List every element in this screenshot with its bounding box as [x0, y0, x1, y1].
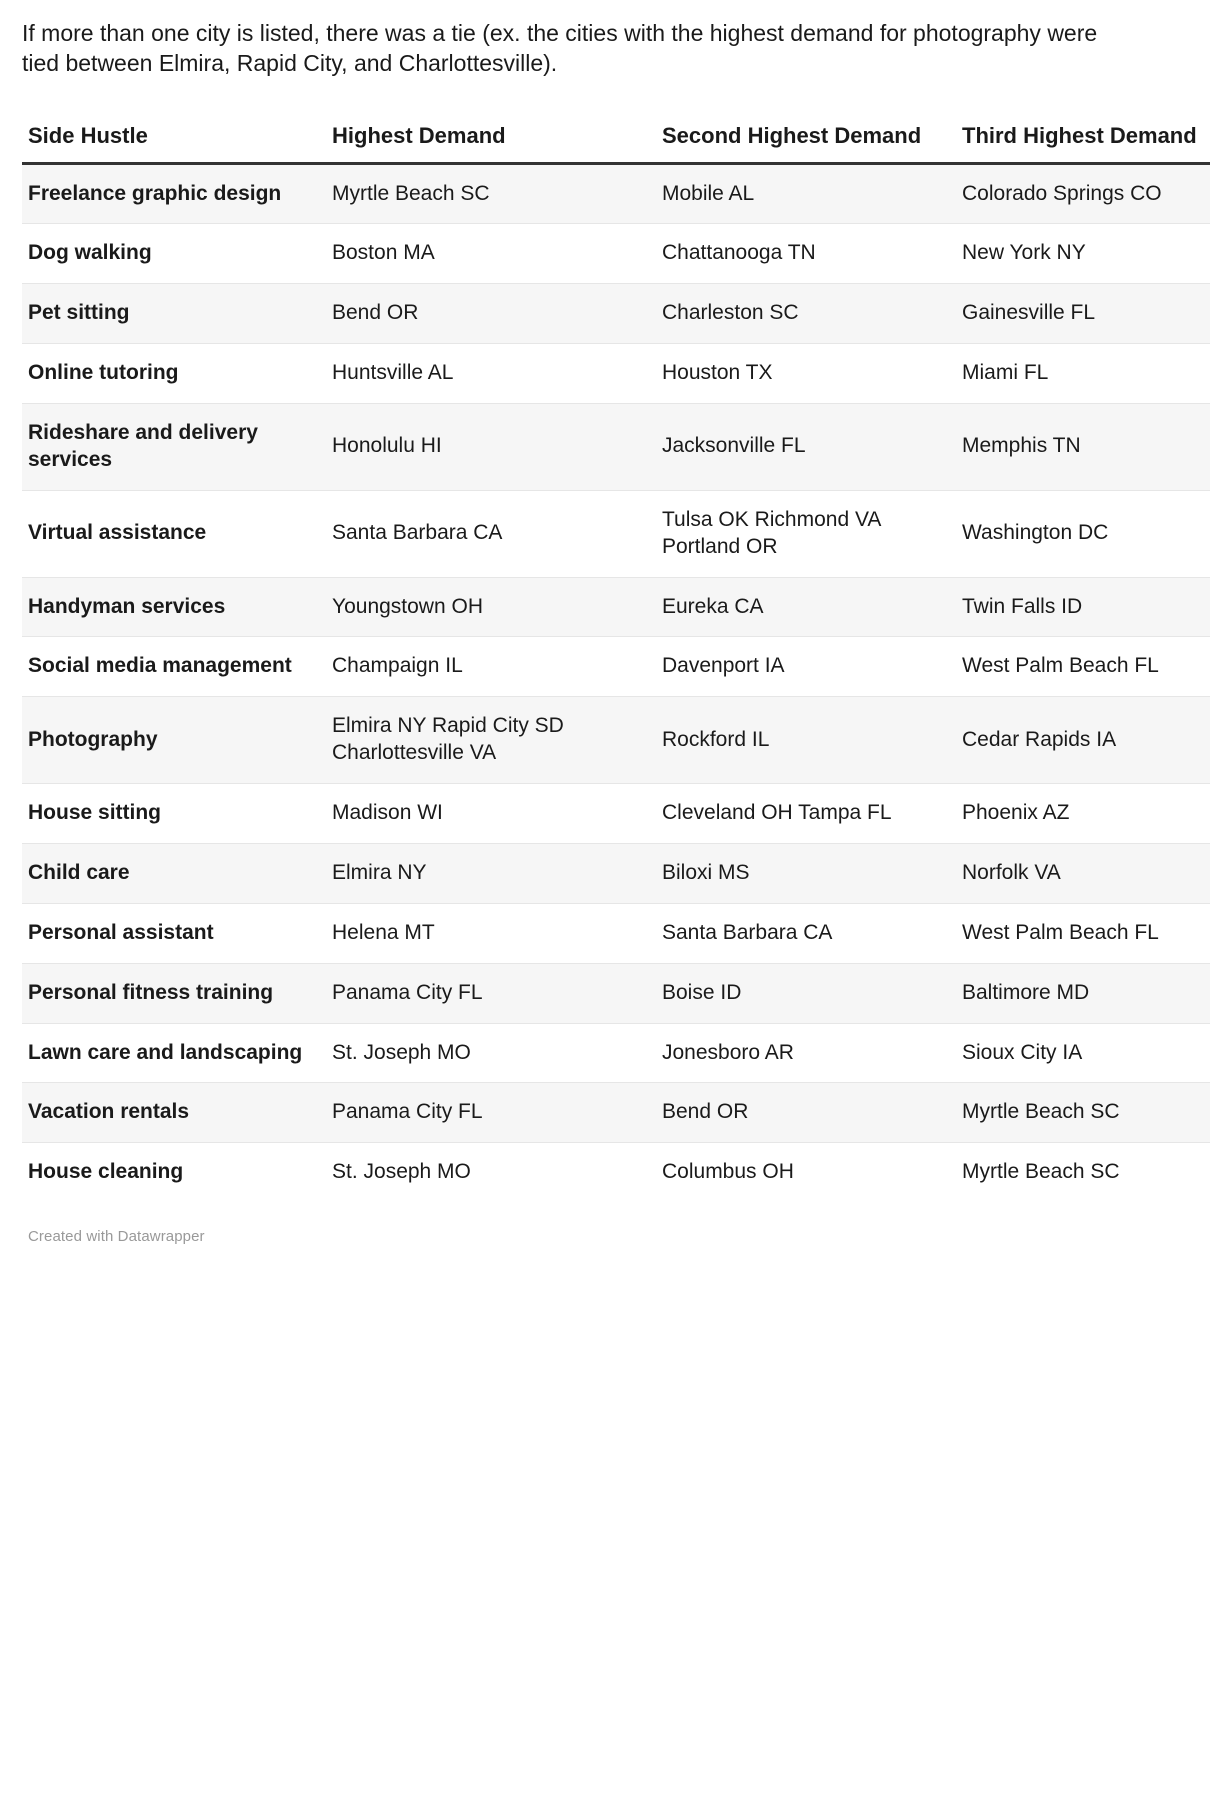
cell-city: Davenport IA [652, 637, 952, 697]
table-row [22, 224, 1210, 284]
cell-city: Jacksonville FL [652, 404, 952, 491]
intro-paragraph: If more than one city is listed, there was a tie (ex. the cities with the highest demand for photography were tied between Elmira, Rapid City, and Charlottesville). [22, 20, 1098, 77]
cell-city: Myrtle Beach SC [322, 163, 652, 224]
cell-side-hustle: Freelance graphic design [22, 163, 322, 224]
table-row [22, 344, 1210, 404]
cell-city: West Palm Beach FL [952, 903, 1210, 963]
cell-side-hustle: Lawn care and landscaping [22, 1023, 322, 1083]
table-row [22, 784, 1210, 844]
cell-city: Tulsa OK Richmond VA Portland OR [652, 490, 952, 577]
table-row [22, 1083, 1210, 1143]
table-row [22, 284, 1210, 344]
cell-city: St. Joseph MO [322, 1023, 652, 1083]
side-hustle-demand-table [22, 123, 1210, 1202]
column-header-second-highest-demand: Second Highest Demand [652, 123, 952, 163]
column-header-highest-demand: Highest Demand [322, 123, 652, 163]
cell-city: Madison WI [322, 784, 652, 844]
cell-side-hustle: House cleaning [28, 1160, 184, 1184]
cell-city: Washington DC [952, 490, 1210, 577]
cell-side-hustle: Social media management [22, 637, 322, 697]
cell-city: Houston TX [652, 344, 952, 404]
cell-city: Mobile AL [652, 163, 952, 224]
cell-city: Myrtle Beach SC [962, 1160, 1120, 1184]
table-row [22, 577, 1210, 637]
cell-city: Charleston SC [652, 284, 952, 344]
cell-city: Boise ID [652, 963, 952, 1023]
cell-city: Norfolk VA [952, 843, 1210, 903]
cell-city: Huntsville AL [322, 344, 652, 404]
cell-city: Santa Barbara CA [322, 490, 652, 577]
table-row [22, 963, 1210, 1023]
cell-city: Phoenix AZ [952, 784, 1210, 844]
cell-side-hustle: Photography [22, 697, 322, 784]
cell-city: Santa Barbara CA [652, 903, 952, 963]
cell-city: Gainesville FL [952, 284, 1210, 344]
table-header [22, 123, 1210, 163]
cell-city: Rockford IL [652, 697, 952, 784]
table-body [22, 163, 1210, 1202]
table-row [22, 843, 1210, 903]
cell-side-hustle: Dog walking [22, 224, 322, 284]
cell-city: Champaign IL [322, 637, 652, 697]
cell-city: Twin Falls ID [952, 577, 1210, 637]
table-row [22, 697, 1210, 784]
cell-city: New York NY [952, 224, 1210, 284]
cell-city: Cleveland OH Tampa FL [652, 784, 952, 844]
cell-city: Panama City FL [322, 1083, 652, 1143]
cell-city: Honolulu HI [322, 404, 652, 491]
cell-city: West Palm Beach FL [952, 637, 1210, 697]
cell-city: Panama City FL [322, 963, 652, 1023]
cell-city: Miami FL [952, 344, 1210, 404]
column-header-side-hustle: Side Hustle [22, 123, 322, 163]
table-row [22, 163, 1210, 224]
cell-side-hustle: House sitting [22, 784, 322, 844]
table-row [22, 490, 1210, 577]
cell-side-hustle: Child care [22, 843, 322, 903]
table-row [22, 1023, 1210, 1083]
cell-side-hustle: Online tutoring [22, 344, 322, 404]
table-row [22, 903, 1210, 963]
cell-city: Biloxi MS [652, 843, 952, 903]
table-row [22, 404, 1210, 491]
cell-side-hustle: Handyman services [22, 577, 322, 637]
cell-city: Colorado Springs CO [952, 163, 1210, 224]
cell-city: Chattanooga TN [652, 224, 952, 284]
cell-city: Bend OR [652, 1083, 952, 1143]
cell-city: Baltimore MD [952, 963, 1210, 1023]
cell-side-hustle: Pet sitting [22, 284, 322, 344]
cell-city: Memphis TN [952, 404, 1210, 491]
cell-side-hustle: Virtual assistance [22, 490, 322, 577]
cell-city: Eureka CA [652, 577, 952, 637]
cell-city: Jonesboro AR [652, 1023, 952, 1083]
cell-city: Youngstown OH [322, 577, 652, 637]
cell-side-hustle: Rideshare and delivery services [22, 404, 322, 491]
table-header-row [22, 123, 1210, 163]
cell-city: Sioux City IA [952, 1023, 1210, 1083]
cell-city: St. Joseph MO [332, 1160, 471, 1184]
cell-city: Helena MT [322, 903, 652, 963]
column-header-third-highest-demand: Third Highest Demand [952, 123, 1210, 163]
cell-side-hustle: Personal fitness training [22, 963, 322, 1023]
cell-city: Elmira NY Rapid City SD Charlottesville VA [322, 697, 652, 784]
cell-city: Boston MA [322, 224, 652, 284]
cell-side-hustle: Vacation rentals [22, 1083, 322, 1143]
table-row [22, 1143, 1210, 1202]
cell-city: Elmira NY [322, 843, 652, 903]
cell-city: Bend OR [322, 284, 652, 344]
table-row [22, 637, 1210, 697]
cell-city: Cedar Rapids IA [952, 697, 1210, 784]
cell-side-hustle: Personal assistant [22, 903, 322, 963]
cell-city: Columbus OH [662, 1160, 794, 1184]
attribution-footer: Created with Datawrapper [28, 1228, 205, 1246]
cell-city: Myrtle Beach SC [952, 1083, 1210, 1143]
